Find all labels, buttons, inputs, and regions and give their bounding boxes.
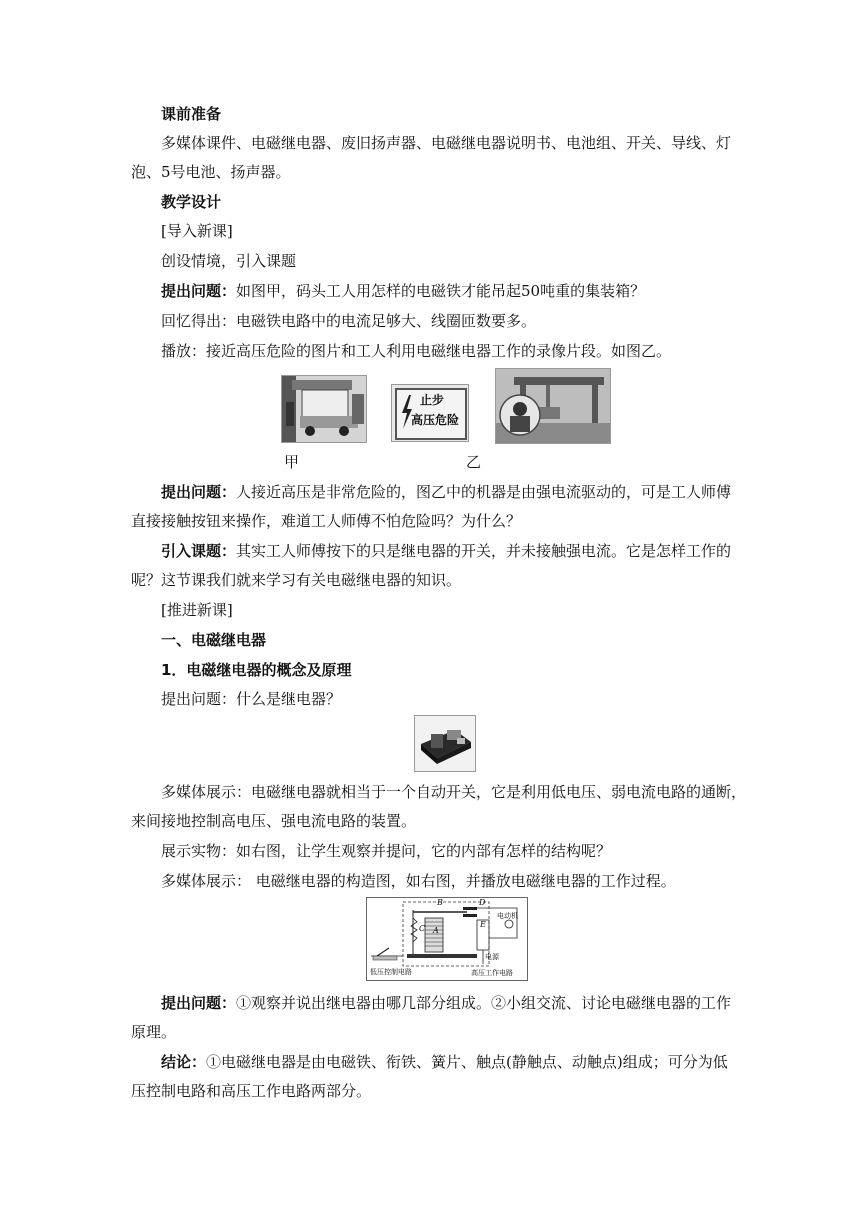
scene-line: 创设情境，引入课题 [161,252,297,270]
question-1-text: 如图甲，码头工人用怎样的电磁铁才能吊起50吨重的集装箱？ [236,282,646,300]
question-2-text-1: 人接近高压是非常危险的，图乙中的机器是由强电流驱动的，可是工人师傅 [236,483,732,501]
question-4-text-1: ①观察并说出继电器由哪几部分组成。②小组交流、讨论电磁继电器的工作 [236,994,732,1012]
heading-concept-principle: 1．电磁继电器的概念及原理 [161,661,352,679]
conclusion-text-1: ①电磁继电器是由电磁铁、衔铁、簧片、触点(静触点、动触点)组成；可分为低 [206,1053,728,1071]
question-4-line-2: 原理。 [131,1023,177,1041]
question-4-label: 提出问题： [161,994,237,1012]
prep-line-1: 多媒体课件、电磁继电器、废旧扬声器、电磁继电器说明书、电池组、开关、导线、灯 [161,134,732,152]
relay-photo [414,715,476,772]
heading-electromagnetic-relay: 一、电磁继电器 [161,631,267,649]
diagram-label-a: A [433,926,439,935]
diagram-label-power: 电源 [485,953,499,961]
intro-topic-text-1: 其实工人师傅按下的只是继电器的开关，并未接触强电流。它是怎样工作的 [236,542,732,560]
conclusion-label: 结论： [161,1053,207,1071]
advance-section-bracket: [推进新课] [161,601,233,619]
design-title: 教学设计 [161,193,222,211]
question-4-line-1 [161,992,731,1014]
intro-topic-line-1 [161,540,731,562]
caption-yi: 乙 [466,453,482,471]
diagram-label-b: B [437,898,443,907]
question-2-label: 提出问题： [161,483,237,501]
gantry-crane-photo [495,368,611,444]
show-object-line: 展示实物：如右图，让学生观察并提问，它的内部有怎样的结构呢？ [161,842,612,860]
question-1 [161,280,645,302]
conclusion-line-2: 压控制电路和高压工作电路两部分。 [131,1082,372,1100]
multimedia-line-2: 来间接地控制高电压、强电流电路的装置。 [131,812,417,830]
prep-title: 课前准备 [161,105,222,123]
diagram-label-c: C [419,924,426,933]
intro-topic-label: 引入课题： [161,542,237,560]
multimedia-line-1: 多媒体展示：电磁继电器就相当于一个自动开关，它是利用低电压、弱电流电路的通断， [161,783,747,801]
intro-section-bracket: [导入新课] [161,222,233,240]
relay-structure-diagram [366,897,528,981]
sign-text-2: 高压危险 [411,413,460,427]
intro-topic-line-2: 呢？这节课我们就来学习有关电磁继电器的知识。 [131,571,462,589]
play-line: 播放：接近高压危险的图片和工人利用电磁继电器工作的录像片段。如图乙。 [161,342,672,360]
diagram-label-motor: 电动机 [497,912,518,920]
high-voltage-sign [391,384,469,442]
caption-jia: 甲 [284,453,300,471]
dock-crane-photo [281,375,367,443]
diagram-label-low-voltage: 低压控制电路 [370,968,412,976]
question-2-line-1 [161,481,731,503]
diagram-label-high-voltage: 高压工作电路 [471,969,513,977]
question-2-line-2: 直接接触按钮来操作，难道工人师傅不怕危险吗？为什么？ [131,512,522,530]
multimedia-line-3: 多媒体展示： 电磁继电器的构造图，如右图，并播放电磁继电器的工作过程。 [161,872,676,890]
sign-text-1: 止步 [420,393,445,407]
question-3: 提出问题：什么是继电器？ [161,690,342,708]
prep-line-2: 泡、5号电池、扬声器。 [131,163,291,181]
question-1-label: 提出问题： [161,282,237,300]
recall-line: 回忆得出：电磁铁电路中的电流足够大、线圈匝数要多。 [161,312,537,330]
conclusion-line-1 [161,1051,728,1073]
diagram-label-d: D [479,898,486,907]
diagram-label-e: E [480,920,486,929]
